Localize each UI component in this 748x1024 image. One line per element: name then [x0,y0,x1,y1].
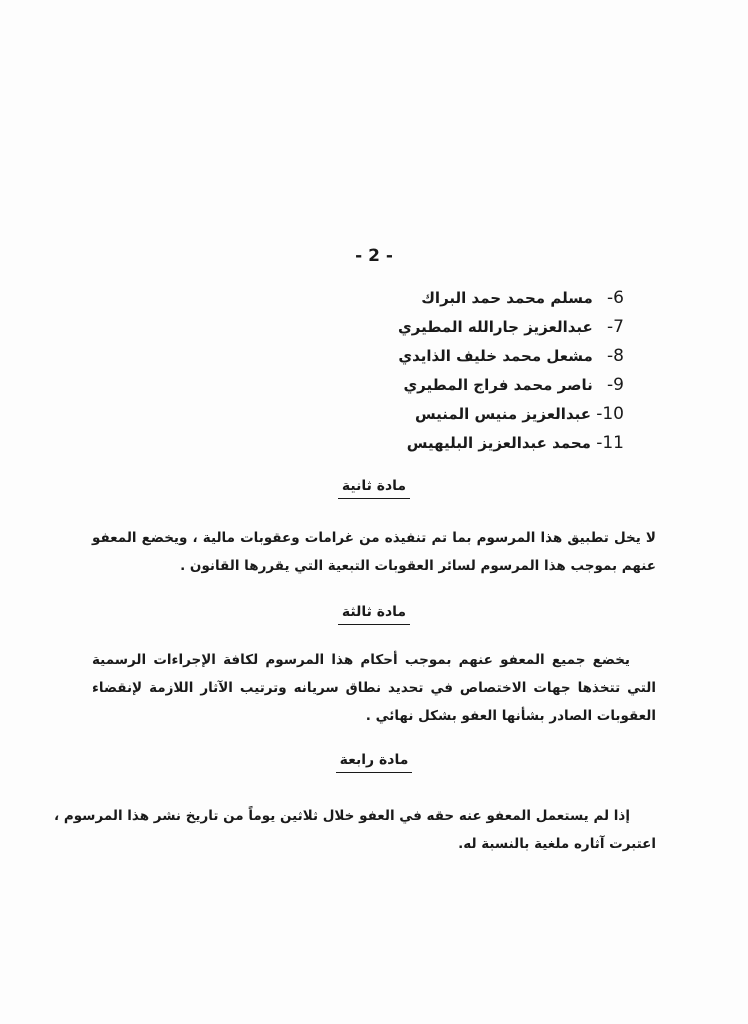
list-item [398,429,624,458]
paragraph-line: العقوبات الصادر بشأنها العفو بشكل نهائي . [365,708,656,724]
item-number: 6- [607,288,624,308]
paragraph-line: يخضع جميع المعفو عنهم بموجب أحكام هذا المرسوم لكافة الإجراءات الرسمية [92,652,630,668]
list-item [398,342,624,371]
list-item [398,371,624,400]
person-name: عبدالعزيز منيس المنيس [414,405,591,423]
item-number: 9- [607,375,624,395]
article-3-heading: مادة ثالثة [0,604,748,625]
paragraph-line: اعتبرت آثاره ملغية بالنسبة له. [458,836,656,852]
list-item [398,313,624,342]
item-number: 7- [607,317,624,337]
list-item [398,284,624,313]
item-number: 11- [596,433,624,453]
person-name: مشعل محمد خليف الذايدي [398,347,593,365]
item-number: 8- [607,346,624,366]
article-4-heading: مادة رابعة [0,752,748,773]
names-list [398,284,624,458]
person-name: عبدالعزيز جارالله المطيري [398,318,593,336]
item-number: 10- [596,404,624,424]
article-3-text [92,646,656,730]
paragraph-line: التي تتخذها جهات الاختصاص في تحديد نطاق سريانه وترتيب الآثار اللازمة لإنقضاء [92,680,656,696]
person-name: ناصر محمد فراج المطيري [403,376,593,394]
person-name: مسلم محمد حمد البراك [421,289,593,307]
person-name: محمد عبدالعزيز البليهيس [406,434,591,452]
paragraph-line: إذا لم يستعمل المعفو عنه حقه في العفو خلال ثلاثين يوماً من تاريخ نشر هذا المرسوم ، [54,808,630,824]
paragraph-line: لا يخل تطبيق هذا المرسوم بما تم تنفيذه من غرامات وعقوبات مالية ، ويخضع المعفو [92,530,656,546]
page-number: - 2 - [355,246,393,266]
article-2-text [92,524,656,580]
article-4-text [54,802,656,858]
paragraph-line: عنهم بموجب هذا المرسوم لسائر العقوبات التبعية التي يقررها القانون . [180,558,656,574]
article-2-heading: مادة ثانية [0,478,748,499]
list-item [398,400,624,429]
